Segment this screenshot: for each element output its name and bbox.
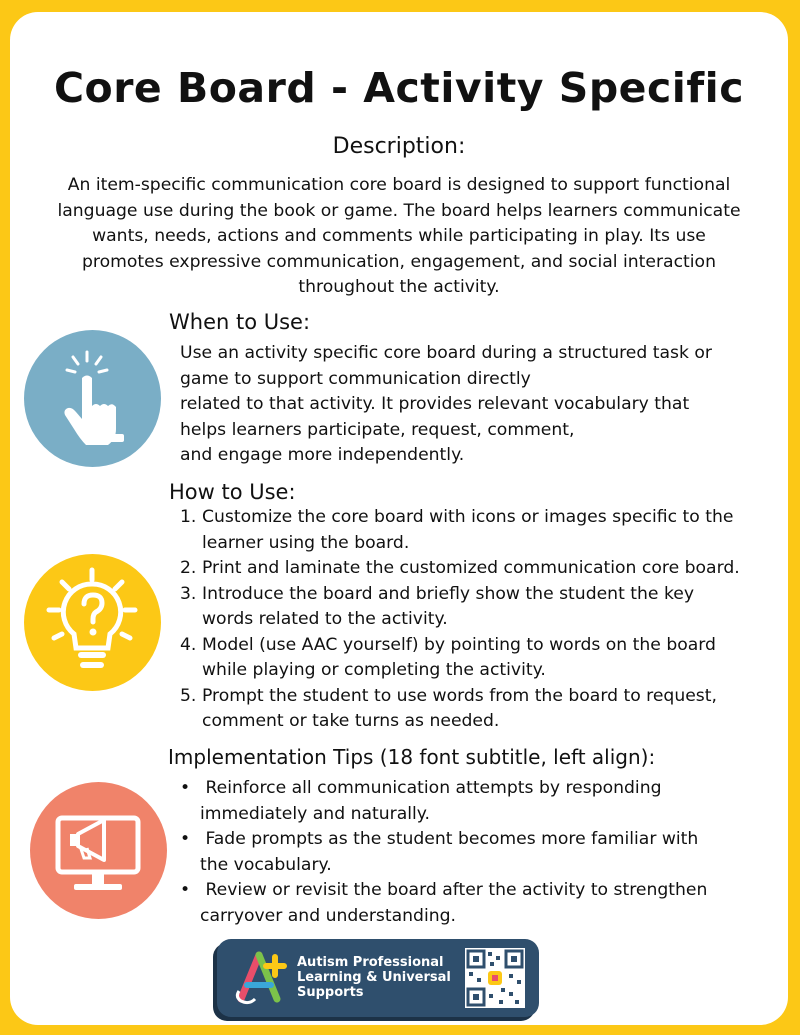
when-line: Use an activity specific core board during a structured task or xyxy=(180,343,712,363)
when-line: and engage more independently. xyxy=(180,445,465,465)
when-line: helps learners participate, request, comment, xyxy=(180,419,575,440)
lightbulb-question-icon xyxy=(24,554,161,691)
list-item xyxy=(178,827,707,878)
page-title: Core Board - Activity Specific xyxy=(53,64,745,112)
bullet-icon: • xyxy=(180,880,191,900)
when-text xyxy=(180,341,712,469)
organization-badge xyxy=(217,939,539,1017)
step-line: Model (use AAC yourself) by pointing to words on the board xyxy=(202,634,716,655)
list-item xyxy=(180,505,740,556)
how-steps-list xyxy=(180,505,740,735)
step-number: 5. xyxy=(180,685,197,706)
megaphone-monitor-icon xyxy=(30,782,167,919)
description-text xyxy=(30,173,768,301)
page-card xyxy=(10,12,788,1025)
tip-line: the vocabulary. xyxy=(200,854,332,875)
when-line: related to that activity. It provides relevant vocabulary that xyxy=(180,394,690,414)
badge-line: Supports xyxy=(297,985,364,1000)
description-heading: Description: xyxy=(332,134,466,159)
step-number: 4. xyxy=(180,634,197,655)
bullet-icon: • xyxy=(180,829,191,849)
list-item xyxy=(178,878,707,929)
bullet-icon: • xyxy=(180,778,191,798)
qr-code-icon[interactable] xyxy=(465,948,525,1008)
tip-line: carryover and understanding. xyxy=(200,905,456,926)
list-item xyxy=(180,684,740,735)
step-line: Customize the core board with icons or images specific to the xyxy=(202,507,734,527)
list-item xyxy=(180,556,740,582)
step-number: 1. xyxy=(180,507,197,527)
step-line: Print and laminate the customized communication core board. xyxy=(202,558,740,578)
description-line: An item-specific communication core board is designed to support functional xyxy=(67,175,731,195)
step-number: 3. xyxy=(180,583,197,604)
step-line: learner using the board. xyxy=(202,532,410,553)
step-line: Prompt the student to use words from the board to request, xyxy=(202,685,717,706)
description-line: throughout the activity. xyxy=(298,277,500,297)
tip-line: Reinforce all communication attempts by responding xyxy=(205,778,662,798)
badge-text xyxy=(297,955,451,1000)
how-heading: How to Use: xyxy=(169,480,296,504)
puzzle-a-plus-logo xyxy=(231,949,291,1007)
description-line: language use during the book or game. The board helps learners communicate xyxy=(57,200,741,221)
step-line: Introduce the board and briefly show the student the key xyxy=(202,583,695,604)
tip-line: immediately and naturally. xyxy=(200,803,430,824)
step-number: 2. xyxy=(180,558,197,578)
tip-line: Review or revisit the board after the activity to strengthen xyxy=(205,880,708,900)
description-line: promotes expressive communication, engagement, and social interaction xyxy=(82,251,716,272)
pointing-hand-icon xyxy=(24,330,161,467)
list-item xyxy=(180,633,740,684)
tip-line: Fade prompts as the student becomes more familiar with xyxy=(205,829,699,849)
badge-line: Autism Professional xyxy=(297,955,444,970)
list-item xyxy=(180,582,740,633)
step-line: while playing or completing the activity. xyxy=(202,660,546,680)
when-heading: When to Use: xyxy=(169,310,311,334)
step-line: comment or take turns as needed. xyxy=(202,711,500,731)
badge-line: Learning & Universal xyxy=(297,970,451,985)
when-line: game to support communication directly xyxy=(180,368,531,389)
description-line: wants, needs, actions and comments while participating in play. Its use xyxy=(92,226,706,246)
tips-heading: Implementation Tips (18 font subtitle, left align): xyxy=(168,745,656,769)
list-item xyxy=(178,776,707,827)
tips-list xyxy=(178,776,707,929)
step-line: words related to the activity. xyxy=(202,609,448,629)
